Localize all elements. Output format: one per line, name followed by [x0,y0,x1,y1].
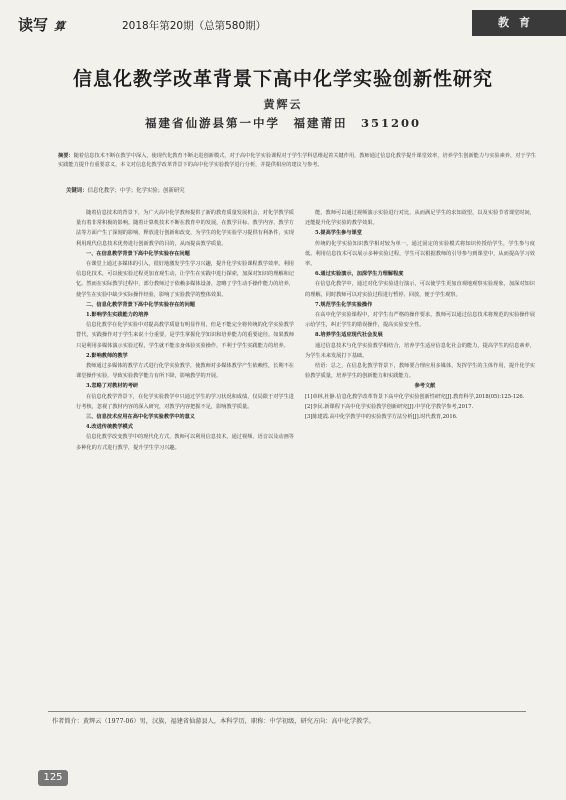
section-heading: 2.影响教师的教学 [86,352,128,359]
author-affiliation: 福建省仙游县第一中学 福建莆田 351200 [144,116,421,130]
body-paragraph: 在课堂上通过多媒体的引入，很好地激发学生学习兴趣，提升化学实验课程教学效率。利用信息化技术，可以使实验过程更加直观生动，让学生在实践中进行探索，加深对知识的理解和记忆。然而在实际教学过程中，部分教师过于依赖多媒体设备，忽略了学生动手操作能力的培养，使学生在实验中缺少实际操作经验，影响了实验教学的整体效果。 [76,261,294,298]
author-footnote: 作者简介：黄辉云（1977-06）男，汉族，福建省仙游县人，本科学历，职称：中学初级，研究方向：高中化学教学。 [52,718,375,725]
body-paragraph: 结语：总之，在信息化教学背景下，教师要合理应用多媒体，发挥学生的主体作用，提升化学实验教学质量，培养学生的创新能力和实践能力。 [305,363,535,380]
body-paragraph: 教师通过多媒体的教学方式进行化学实验教学，使教师对多媒体教学产生依赖性，长期不在课堂操作实验，导致实验教学能力有所下降，影响教学的开展。 [76,363,294,380]
section-heading: 二、信息化教学背景下高中化学实验存在的问题 [86,301,195,308]
body-paragraph: 信息化教学改变教学中的现代化方式，教师可以利用信息技术，通过视频、语音以及动画等多种化的方式进行教学，提升学生学习兴趣。 [76,434,294,451]
abstract [58,152,536,170]
keywords [66,186,536,194]
section-heading: 4.改进传统教学模式 [86,424,133,431]
body-paragraph: 能，教师可以通过视频演示实验进行对比，从而满足学生的求知欲望，以及实验节省课堂时间，还能提升化学实验的教学效果。 [305,210,535,227]
body-paragraph: 在信息化教学中，通过对化学实验进行演示，可以使学生更加直观地观察实验现象，加深对知识的理解，同时教师可以对实验过程进行暂停、回放，便于学生观察。 [305,281,535,298]
reference-item: [3]陈建霞.高中化学教学中的实验教学方法分析[J].时代教育,2016. [305,414,458,421]
section-heading: 三、信息技术应用在高中化学实验教学中的意义 [86,414,195,421]
logo-main-text: 读写 [18,16,49,34]
article-title: 信息化教学改革背景下高中化学实验创新性研究 [72,68,493,90]
section-heading: 6.通过实验演示，加深学生力理解程度 [315,271,404,278]
keywords-label: 关键词： [66,188,88,194]
section-heading: 8.培养学生适应现代社会发展 [315,332,383,339]
reference-item: [2]李民.新课程下高中化学实验教学创新研究[J].中学化学教学参考,2017. [305,403,474,410]
body-paragraph: 通过信息技术与化学实验教学相结合，培养学生适应信息化社会的能力，提高学生的信息素养，为学生未来发展打下基础。 [305,342,535,359]
body-column-left [76,208,294,453]
abstract-label: 摘要： [58,153,74,159]
section-heading: 一、在信息教学背景下高中化学实验存在问题 [86,250,190,257]
section-heading: 1.影响学生实践能力的培养 [86,312,149,319]
body-paragraph: 随着信息技术的背景下，为广大高中化学教师提供了新的教育质量发展机会，对化学教学质量有着非常积极的影响。随着计算机技术不断在教育中的发展，在教学目标、教学内容、教学方法等方面产生了深刻的影响，释放进行创新和改变，为学生的化学实验学习提供有利条件，实现利用现代信息技术优势进行创新教学的目的，从而提高教学质量。 [76,210,294,247]
page-number: 125 [38,770,68,786]
body-paragraph: 在信息化教学背景下，在化学实验教学中只通过学生的学习状况和成绩，仅局限于对学生进行考核，忽视了教材内容的深入研究，对教学内容把握不足，影响教学质量。 [76,393,294,410]
body-paragraph: 信息化教学在化学实验中对提高教学质量有明显作用，但是不能完全将传统的化学实验教学替代，实践操作对于学生来说十分重要，是学生掌握化学知识和培养能力的重要途径。如果教师只是利用多媒体演示实验过程，学生就不能亲身体验实验操作，不利于学生实践能力的培养。 [76,322,294,349]
author-name: 黄辉云 [263,98,303,111]
keywords-text: 信息化教学；中学；化学实验；创新研究 [87,188,185,194]
section-heading: 7.规范学生化学实验操作 [315,301,373,308]
issue-info: 2018年第20期（总第580期） [122,20,267,32]
section-heading: 3.忽略了对教材的考研 [86,383,139,390]
footnote-divider [48,711,526,712]
abstract-text: 随着信息技术不断在教学中深入，使现代化教育不断走进创新模式，对于高中化学实验课程对于学生学科思维起着关键作用，教师通过信息化教学提升课堂效率，培养学生创新能力与实验素养，对于学生实践能力提升有重要意义，本文对信息化教学改革背景下的高中化学实验教学进行分析，并提供相应的建议与参考。 [58,153,536,168]
body-column-right [305,208,535,422]
section-tab: 教育 [472,10,566,36]
body-paragraph: 在高中化学实验课程中，对学生有严格的操作要求，教师可以通过信息技术将规范的实验操作展示给学生，纠正学生的错误操作，提高实验安全性。 [305,312,535,329]
journal-logo [18,14,65,35]
logo-sub-text: 算 [54,20,66,33]
body-paragraph: 传统的化学实验知识教学相对较为单一，通过固定的实验模式将知识传授给学生，学生参与度低。利用信息技术可以展示多种实验过程，学生可以根据教师的引导参与到课堂中，从而提高学习效率。 [305,240,535,268]
page-header [0,0,566,44]
references-title: 参考文献 [414,383,436,390]
reference-item: [1]章林,杜静.信息化教学改革背景下高中化学实验创新性研究[J].教育科学,2018(05):125-126. [305,393,525,400]
section-heading: 5.提高学生参与课堂 [315,230,362,237]
